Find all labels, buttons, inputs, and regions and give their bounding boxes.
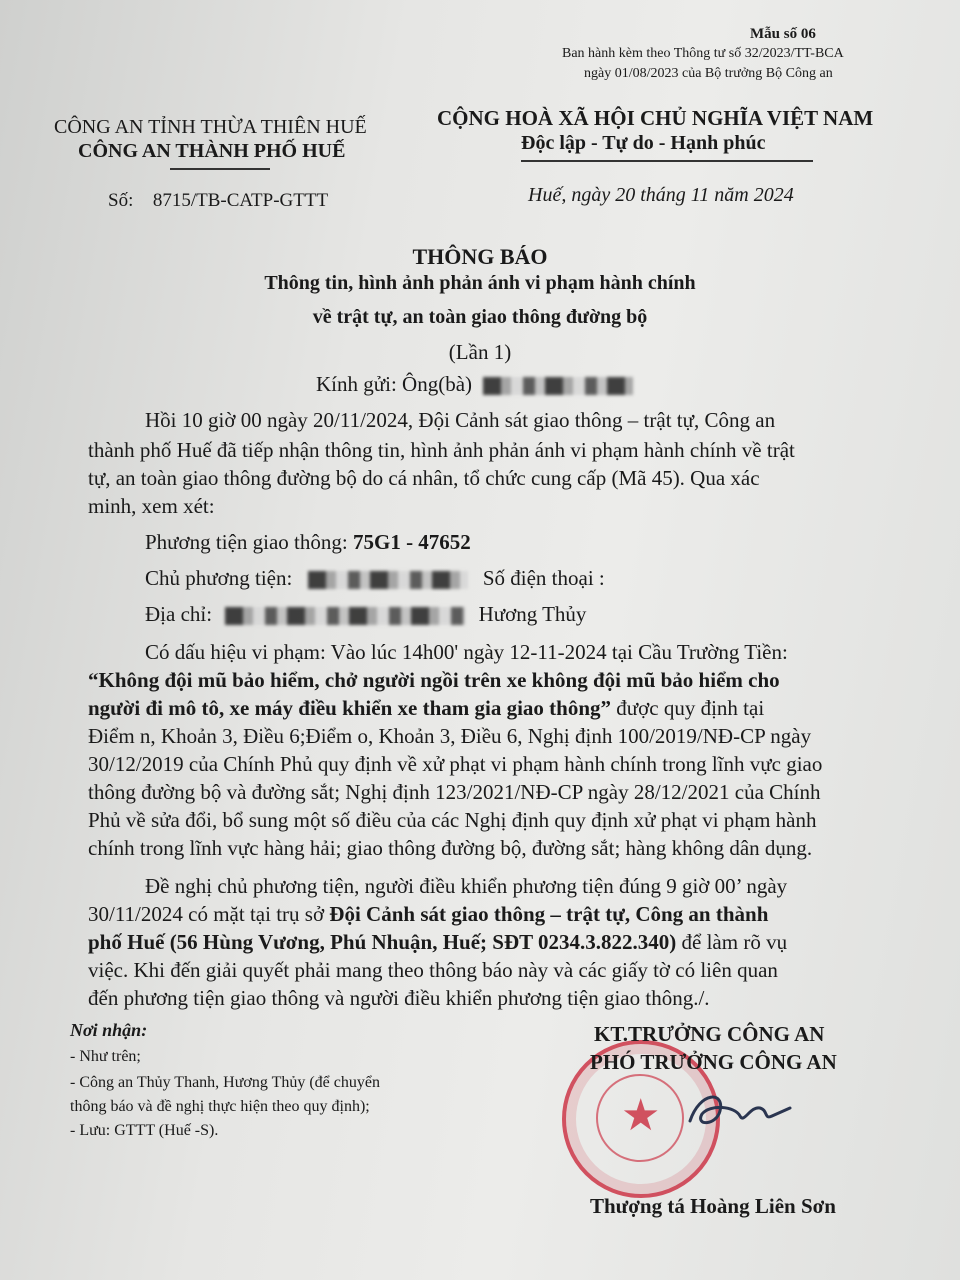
violation-line-7: Phủ về sửa đổi, bổ sung một số điều của các Nghị định quy định xử phạt vi phạm hành: [88, 808, 817, 832]
document-subtitle-1: Thông tin, hình ảnh phản ánh vi phạm hành chính: [264, 272, 696, 294]
signature-title-1: KT.TRƯỞNG CÔNG AN: [594, 1022, 825, 1046]
address-line: [145, 602, 586, 627]
violation-line-1: Có dấu hiệu vi phạm: Vào lúc 14h00' ngày 12-11-2024 tại Cầu Trường Tiền:: [145, 640, 788, 664]
request-rest: để làm rõ vụ: [676, 930, 788, 954]
intro-line-2: thành phố Huế đã tiếp nhận thông tin, hình ảnh phản ánh vi phạm hành chính về trật: [88, 438, 795, 462]
motto-underline: [521, 160, 813, 162]
notice-count: (Lần 1): [448, 340, 512, 364]
redacted-owner: [308, 571, 468, 589]
intro-line-1: Hồi 10 giờ 00 ngày 20/11/2024, Đội Cảnh sát giao thông – trật tự, Công an: [145, 408, 776, 432]
agency-underline: [170, 168, 270, 170]
vehicle-label: Phương tiện giao thông:: [145, 530, 348, 554]
signer-name: Thượng tá Hoàng Liên Sơn: [590, 1194, 836, 1218]
intro-line-3: tự, an toàn giao thông đường bộ do cá nhân, tổ chức cung cấp (Mã 45). Qua xác: [88, 466, 760, 490]
recipients-item-3: thông báo và đề nghị thực hiện theo quy định);: [70, 1098, 370, 1115]
request-address: phố Huế (56 Hùng Vương, Phú Nhuận, Huế; SĐT 0234.3.822.340): [88, 930, 677, 954]
agency-parent: CÔNG AN TỈNH THỪA THIÊN HUẾ: [54, 116, 367, 138]
vehicle-line: [145, 530, 471, 555]
violation-line-8: chính trong lĩnh vực hàng hải; giao thông đường bộ, đường sắt; hàng không dân dụng.: [88, 836, 813, 860]
signature-title-2: PHÓ TRƯỞNG CÔNG AN: [590, 1050, 837, 1074]
request-line-4: việc. Khi đến giải quyết phải mang theo thông báo này và các giấy tờ có liên quan: [88, 958, 778, 982]
license-plate: 75G1 - 47652: [352, 530, 471, 554]
form-reference-line2: ngày 01/08/2023 của Bộ trưởng Bộ Công an: [584, 66, 833, 81]
doc-number-value: 8715/TB-CATP-GTTT: [152, 190, 329, 211]
intro-line-4: minh, xem xét:: [88, 494, 215, 518]
document-subtitle-2: về trật tự, an toàn giao thông đường bộ: [312, 306, 648, 328]
request-line-3: [88, 930, 787, 955]
handwritten-signature: [680, 1086, 800, 1136]
doc-number: [108, 190, 328, 212]
address-label: Địa chỉ:: [145, 602, 213, 626]
owner-line: [145, 566, 605, 591]
request-line-2: [88, 902, 768, 927]
request-line-5: đến phương tiện giao thông và người điều khiển phương tiện giao thông./.: [88, 986, 710, 1010]
document-title: THÔNG BÁO: [412, 244, 548, 269]
violation-line-5: 30/12/2019 của Chính Phủ quy định về xử phạt vi phạm hành chính trong lĩnh vực giao: [88, 752, 823, 776]
request-line-1: Đề nghị chủ phương tiện, người điều khiển phương tiện đúng 9 giờ 00’ ngày: [145, 874, 788, 898]
owner-label: Chủ phương tiện:: [145, 566, 293, 590]
nation-name: CỘNG HOÀ XÃ HỘI CHỦ NGHĨA VIỆT NAM: [437, 106, 874, 130]
form-reference-line1: Ban hành kèm theo Thông tư số 32/2023/TT-BCA: [562, 46, 844, 61]
place-date: Huế, ngày 20 tháng 11 năm 2024: [528, 184, 794, 206]
recipients-item-4: - Lưu: GTTT (Huế -S).: [70, 1122, 219, 1139]
recipients-item-2: - Công an Thủy Thanh, Hương Thủy (để chuyển: [70, 1074, 380, 1091]
recipients-title: Nơi nhận:: [70, 1020, 148, 1040]
request-prefix: 30/11/2024 có mặt tại trụ sở: [88, 902, 330, 926]
redacted-recipient: [483, 377, 633, 395]
recipient-line: [316, 372, 633, 397]
redacted-address: [225, 607, 465, 625]
request-office: Đội Cảnh sát giao thông – trật tự, Công an thành: [329, 902, 769, 926]
nation-motto: Độc lập - Tự do - Hạnh phúc: [521, 132, 766, 154]
form-number: Mẫu số 06: [750, 26, 816, 42]
violation-line-6: thông đường bộ và đường sắt; Nghị định 123/2021/NĐ-CP ngày 28/12/2021 của Chính: [88, 780, 821, 804]
violation-bold: người đi mô tô, xe máy điều khiển xe tham gia giao thông”: [88, 696, 612, 720]
phone-label: Số điện thoại :: [482, 566, 605, 590]
violation-line-2: “Không đội mũ bảo hiểm, chở người ngồi trên xe không đội mũ bảo hiểm cho: [88, 668, 780, 692]
recipients-item-1: - Như trên;: [70, 1048, 141, 1065]
recipient-label: Kính gửi: Ông(bà): [316, 372, 473, 396]
agency-name: CÔNG AN THÀNH PHỐ HUẾ: [78, 140, 346, 162]
violation-line-4: Điểm n, Khoản 3, Điều 6;Điểm o, Khoản 3, Điều 6, Nghị định 100/2019/NĐ-CP ngày: [88, 724, 812, 748]
doc-number-label: Số:: [108, 190, 134, 211]
violation-line-3: [88, 696, 764, 721]
seal-star-icon: ★: [621, 1091, 661, 1140]
violation-rest: được quy định tại: [611, 696, 765, 720]
address-tail: Hương Thủy: [478, 602, 587, 626]
